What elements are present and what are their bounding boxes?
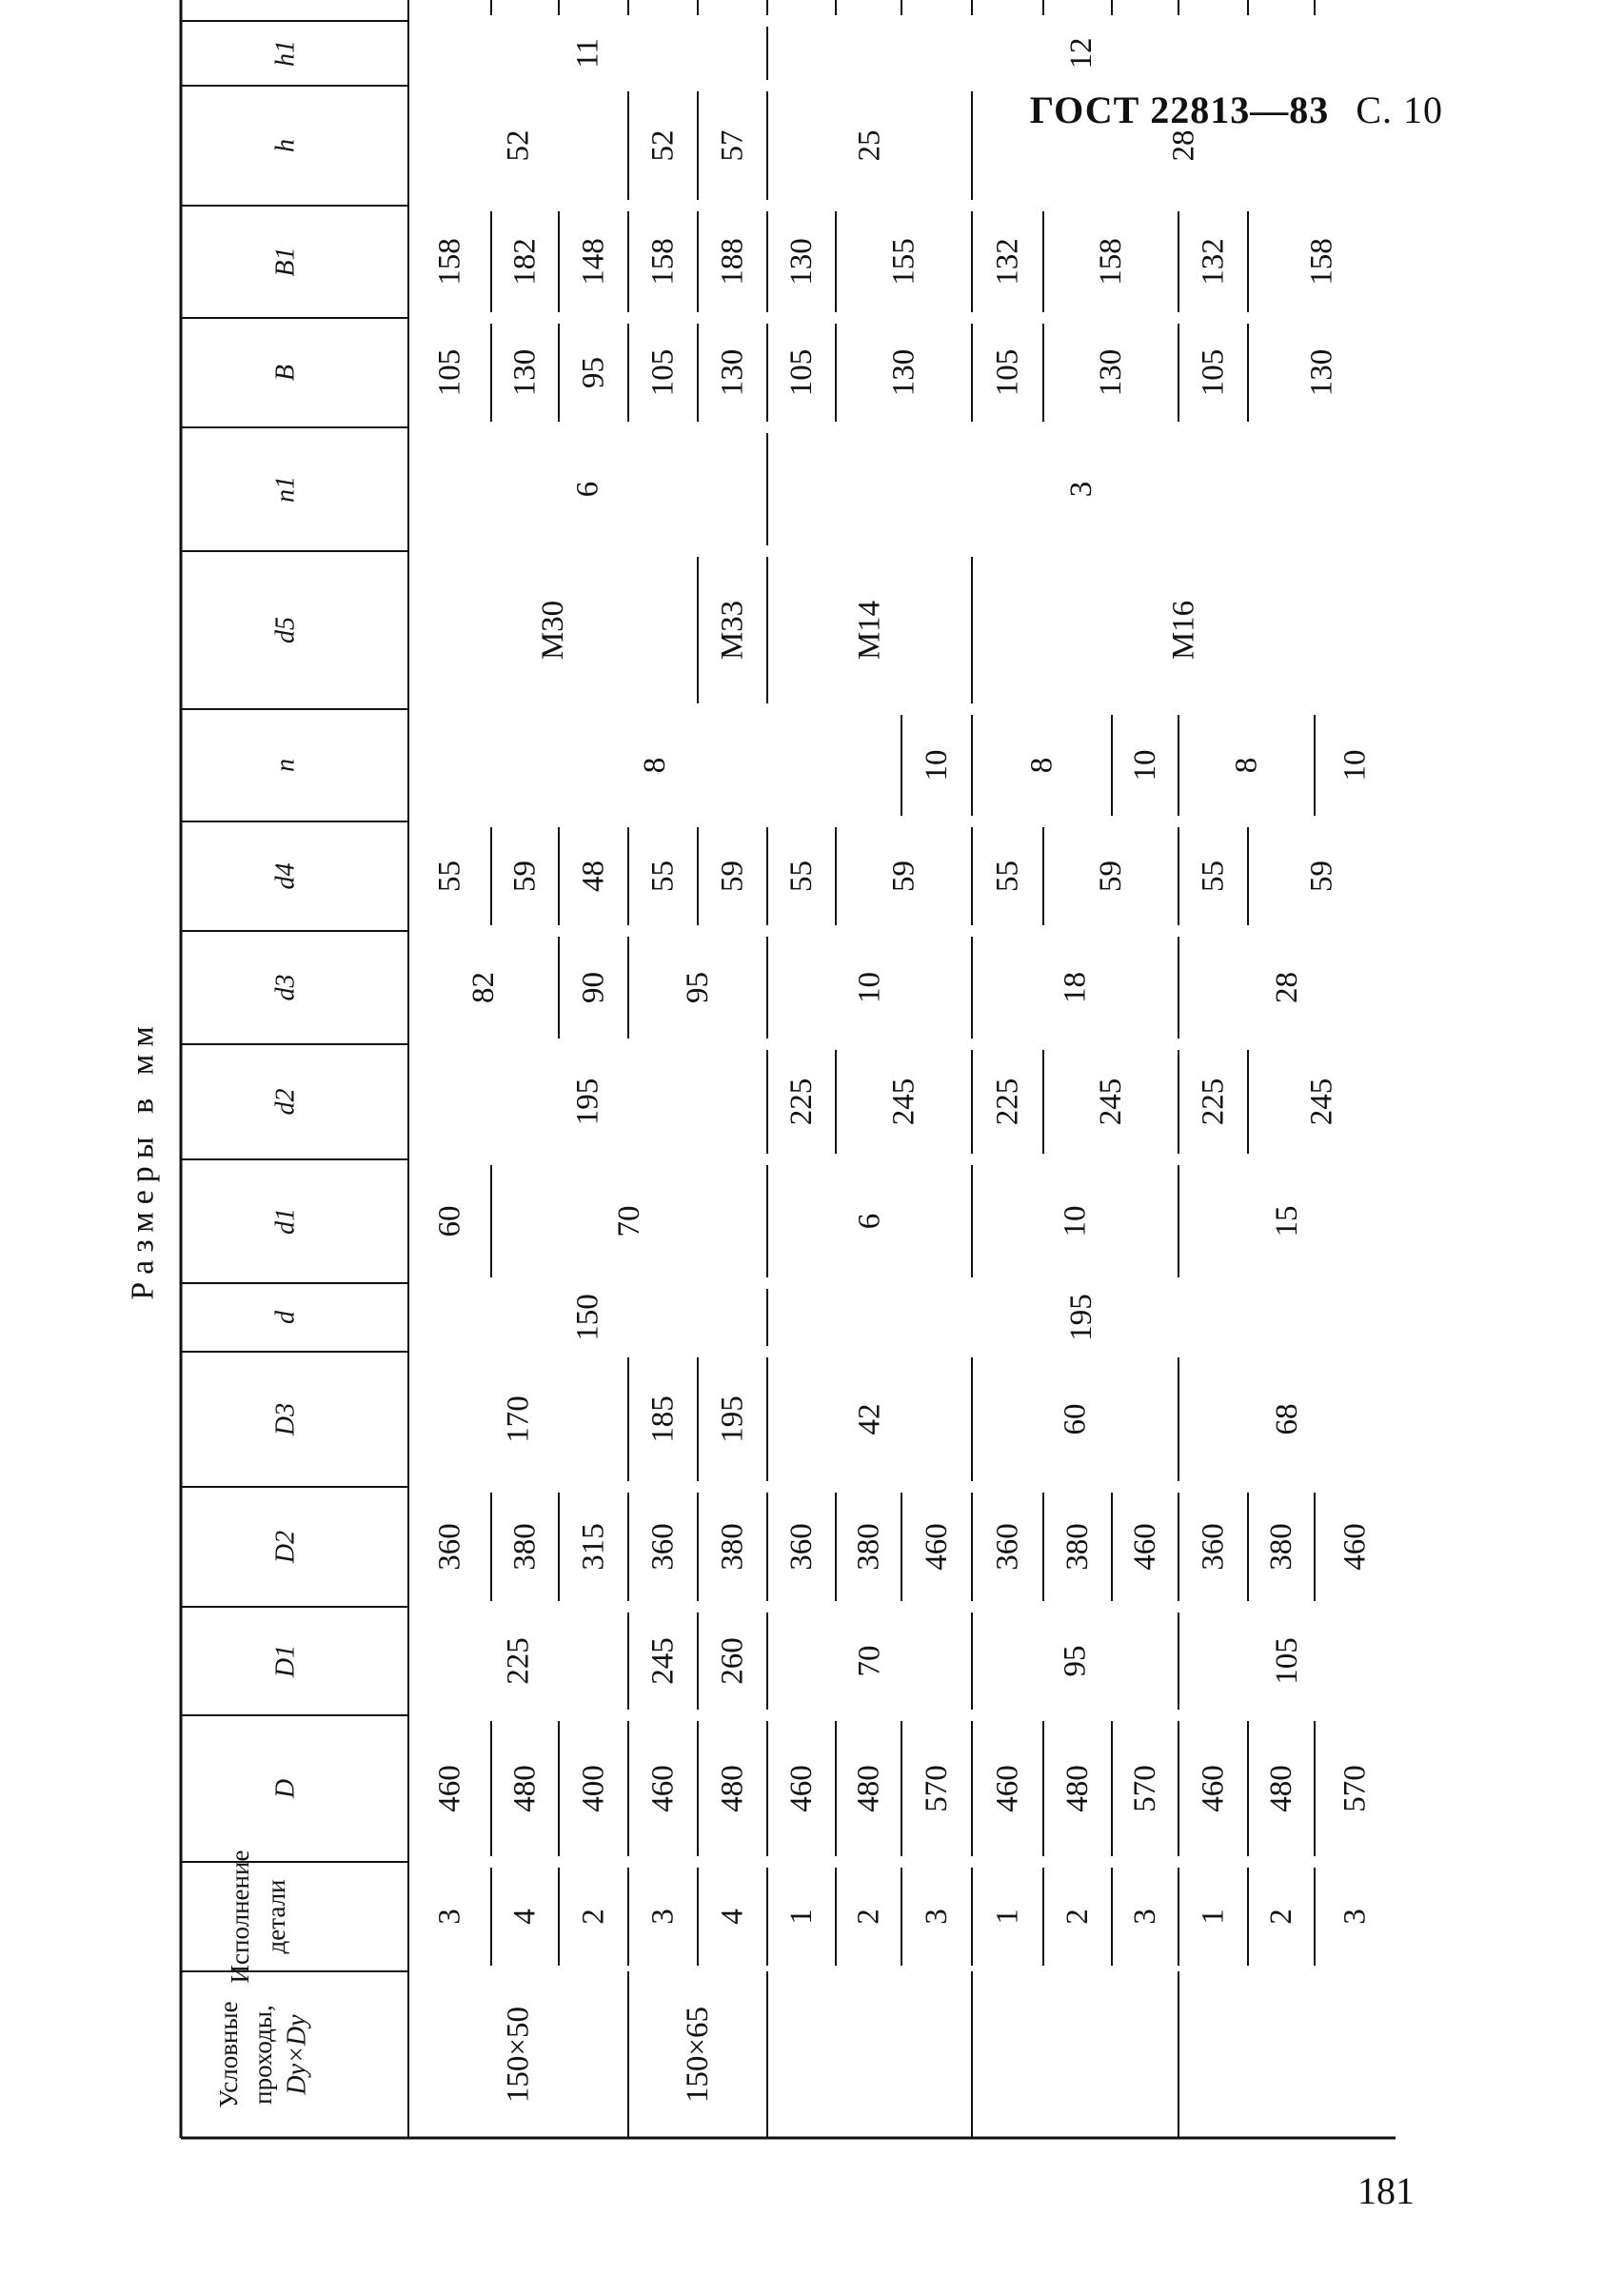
d4-row-4: 59 (715, 861, 750, 892)
D-row-6: 480 (851, 1765, 886, 1812)
variant-row-3: 3 (645, 1909, 681, 1925)
d3-1: 90 (576, 972, 611, 1003)
D-row-9: 480 (1060, 1765, 1095, 1812)
B-row-1: 130 (507, 348, 543, 397)
B1-row-0: 158 (432, 238, 467, 286)
n-1: 10 (920, 749, 954, 781)
B1-row-1: 182 (507, 238, 543, 286)
D2-row-8: 360 (990, 1523, 1025, 1571)
header-d: d (270, 1311, 301, 1324)
d2-2: 245 (886, 1078, 921, 1126)
D3-3: 42 (852, 1403, 887, 1435)
D-row-12: 480 (1264, 1765, 1298, 1812)
B-row-0: 105 (432, 348, 467, 397)
n1-0: 6 (570, 481, 605, 498)
passage-0: 150×50 (501, 2006, 536, 2104)
header-B1: B1 (270, 247, 301, 277)
standard-number: ГОСТ 22813—83 (1029, 89, 1330, 131)
header-B: B (270, 364, 301, 382)
d2-1: 225 (784, 1078, 819, 1126)
header-passage-line2: проходы, (248, 2005, 277, 2105)
header-variant-line2: детали (262, 1879, 290, 1954)
d3-5: 28 (1270, 972, 1304, 1003)
D3-1: 185 (645, 1395, 681, 1443)
B-row-12: 130 (1304, 348, 1339, 397)
d2-3: 225 (990, 1078, 1025, 1126)
B-row-5: 105 (784, 348, 819, 397)
d4-row-5: 55 (784, 861, 819, 892)
passage-1: 150×65 (681, 2006, 715, 2104)
header-D2: D2 (270, 1530, 301, 1564)
d5-0: M30 (536, 600, 570, 661)
header-d2: d2 (270, 1088, 301, 1116)
B-row-9: 130 (1094, 348, 1128, 397)
D-row-4: 480 (715, 1765, 750, 1812)
header-h1: h1 (270, 40, 301, 67)
variant-row-9: 2 (1060, 1909, 1095, 1925)
n-2: 8 (1024, 757, 1060, 774)
variant-row-6: 2 (851, 1909, 886, 1925)
header-D1: D1 (270, 1644, 301, 1678)
D2-row-2: 315 (576, 1523, 611, 1571)
D-row-0: 460 (432, 1765, 467, 1812)
d-1: 195 (1064, 1294, 1099, 1341)
header-h: h (270, 139, 301, 152)
D-row-7: 570 (920, 1765, 954, 1812)
h1-1: 12 (1064, 37, 1099, 69)
d4-row-2: 48 (576, 861, 611, 892)
dims-title: Размеры в мм (125, 1019, 161, 1300)
header-D3: D3 (270, 1402, 301, 1436)
D2-row-0: 360 (432, 1523, 467, 1571)
D1-3: 70 (852, 1645, 887, 1677)
B1-row-5: 130 (784, 238, 819, 286)
D1-2: 260 (715, 1637, 750, 1685)
h-2: 57 (715, 129, 750, 162)
d4-row-9: 59 (1094, 861, 1128, 892)
D1-4: 95 (1058, 1645, 1093, 1677)
table-grid (181, 0, 1396, 2138)
D2-row-6: 380 (851, 1523, 886, 1571)
D2-row-4: 380 (715, 1523, 750, 1571)
B1-row-8: 132 (990, 238, 1025, 286)
header-d1: d1 (270, 1208, 301, 1235)
B1-row-2: 148 (576, 238, 611, 286)
d1-0: 60 (432, 1205, 467, 1237)
h-0: 52 (501, 129, 536, 162)
B1-row-12: 158 (1304, 238, 1339, 286)
D2-row-11: 360 (1196, 1523, 1231, 1571)
d4-row-3: 55 (645, 861, 681, 892)
n1-1: 3 (1064, 481, 1099, 498)
d4-row-1: 59 (507, 861, 543, 892)
d3-4: 18 (1058, 972, 1093, 1003)
B-row-11: 105 (1196, 348, 1231, 397)
variant-row-5: 1 (784, 1909, 819, 1925)
header-D: D (270, 1778, 301, 1799)
header-passage-line1: Условные (214, 2001, 243, 2108)
header-passage-line3: Dу×Dу (282, 2014, 312, 2095)
h-3: 25 (852, 129, 887, 162)
h-4: 28 (1166, 129, 1201, 162)
h-1: 52 (645, 129, 681, 162)
D2-row-7: 460 (920, 1523, 954, 1571)
d4-row-12: 59 (1304, 861, 1339, 892)
header-variant-line1: Исполнение (226, 1850, 254, 1984)
D1-0: 225 (501, 1637, 536, 1685)
B1-row-3: 158 (645, 238, 681, 286)
d1-1: 70 (612, 1205, 646, 1237)
variant-row-7: 3 (920, 1909, 954, 1925)
B-row-3: 105 (645, 348, 681, 397)
variant-row-1: 4 (507, 1909, 543, 1925)
d1-4: 15 (1270, 1205, 1304, 1237)
D-row-5: 460 (784, 1765, 819, 1812)
B-row-4: 130 (715, 348, 750, 397)
D1-1: 245 (645, 1637, 681, 1685)
header-d5: d5 (270, 617, 301, 643)
B-row-6: 130 (886, 348, 921, 397)
variant-row-2: 2 (576, 1909, 611, 1925)
B-row-8: 105 (990, 348, 1025, 397)
header-n: n (270, 759, 301, 772)
D-row-8: 460 (990, 1765, 1025, 1812)
d4-row-0: 55 (432, 861, 467, 892)
d-0: 150 (570, 1294, 605, 1341)
n-5: 10 (1337, 749, 1373, 781)
n-4: 8 (1229, 757, 1264, 774)
D2-row-3: 360 (645, 1523, 681, 1571)
D-row-3: 460 (645, 1765, 681, 1812)
page-number: 181 (1357, 2169, 1415, 2212)
variant-row-4: 4 (715, 1909, 750, 1925)
D2-row-12: 380 (1264, 1523, 1298, 1571)
header-n1: n1 (270, 476, 301, 503)
d2-5: 225 (1196, 1078, 1231, 1126)
D-row-11: 460 (1196, 1765, 1231, 1812)
header-d3: d3 (270, 974, 301, 1001)
d2-6: 245 (1304, 1078, 1339, 1126)
n-3: 10 (1128, 749, 1162, 781)
D-row-10: 570 (1128, 1765, 1162, 1812)
h1-0: 11 (570, 38, 605, 69)
d3-2: 95 (681, 972, 715, 1003)
variant-row-10: 3 (1128, 1909, 1162, 1925)
variant-row-13: 3 (1337, 1909, 1373, 1925)
d4-row-6: 59 (886, 861, 921, 892)
d1-3: 10 (1058, 1205, 1093, 1237)
D-row-1: 480 (507, 1765, 543, 1812)
variant-row-0: 3 (432, 1909, 467, 1925)
d5-2: M14 (852, 600, 887, 661)
D2-row-9: 380 (1060, 1523, 1095, 1571)
d2-0: 195 (570, 1078, 605, 1126)
B1-row-9: 158 (1094, 238, 1128, 286)
d1-2: 6 (852, 1213, 887, 1230)
D3-5: 68 (1270, 1403, 1304, 1435)
D2-row-10: 460 (1128, 1523, 1162, 1571)
d4-row-11: 55 (1196, 861, 1231, 892)
D1-5: 105 (1270, 1637, 1304, 1685)
variant-row-11: 1 (1196, 1909, 1231, 1925)
d5-3: M16 (1166, 600, 1201, 661)
d2-4: 245 (1094, 1078, 1128, 1126)
d5-1: M33 (715, 600, 750, 661)
d4-row-8: 55 (990, 861, 1025, 892)
D3-0: 170 (501, 1395, 536, 1443)
B1-row-4: 188 (715, 238, 750, 286)
variant-row-12: 2 (1264, 1909, 1298, 1925)
d3-3: 10 (852, 972, 887, 1003)
B1-row-6: 155 (886, 238, 921, 286)
variant-row-8: 1 (990, 1909, 1025, 1925)
D3-2: 195 (715, 1395, 750, 1443)
D2-row-1: 380 (507, 1523, 543, 1571)
D-row-2: 400 (576, 1765, 611, 1812)
D2-row-13: 460 (1337, 1523, 1373, 1571)
d3-0: 82 (466, 972, 501, 1003)
D-row-13: 570 (1337, 1765, 1373, 1812)
B1-row-11: 132 (1196, 238, 1231, 286)
D2-row-5: 360 (784, 1523, 819, 1571)
D3-4: 60 (1058, 1403, 1093, 1435)
n-0: 8 (638, 757, 672, 774)
page-ref: С. 10 (1356, 89, 1443, 131)
header-d4: d4 (270, 862, 301, 890)
B-row-2: 95 (576, 357, 611, 388)
